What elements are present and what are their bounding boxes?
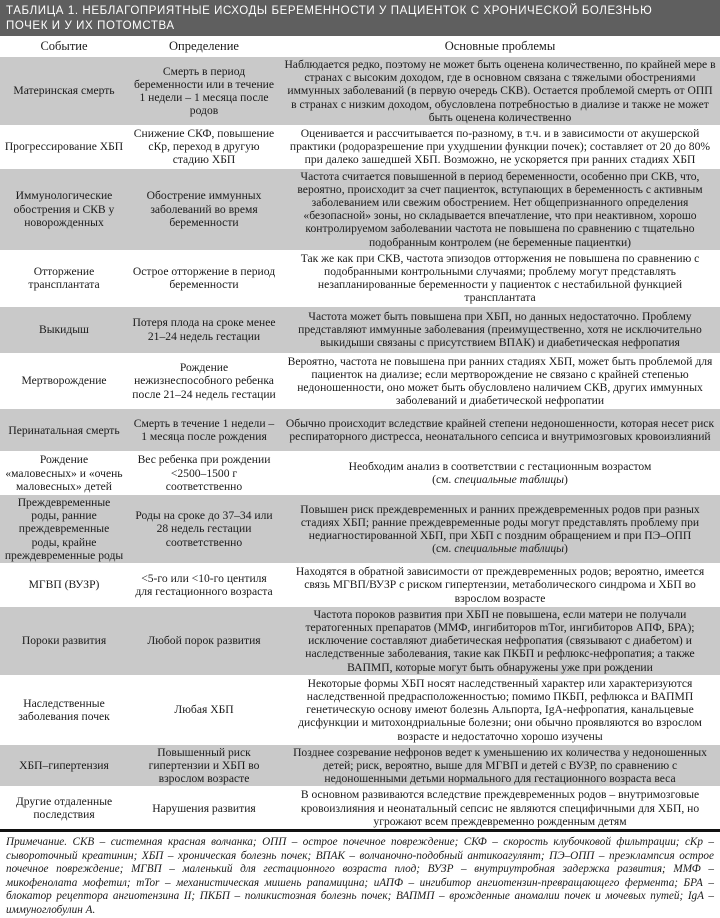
- cell-event: Мертворождение: [0, 353, 128, 409]
- outcomes-table: [0, 36, 720, 832]
- table-row: [0, 606, 720, 675]
- cell-problems: [280, 495, 720, 564]
- cell-event: Пороки развития: [0, 606, 128, 675]
- cell-definition: Обострение иммунных заболеваний во время беременности: [128, 168, 280, 250]
- cell-problems: [280, 744, 720, 787]
- cell-definition: Повышенный риск гипертензии и ХБП во взрослом возрасте: [128, 744, 280, 787]
- cell-definition: Рождение нежизнеспособного ребенка после 21–24 недель гестации: [128, 353, 280, 409]
- problems-text: Частота пороков развития при ХБП не повышена, если матери не получали тератогенных препаратов (ММФ, ингибиторов mTor, ингибиторов АПФ, БРА); исключение составляют диабетическая нефропатия (связывают с диабетом) и наследственные заболевания, такие как ПКБП и рефлюкс-нефропатия; а также ВАПМП, которые могут быть обнаружены уже при рождении: [305, 607, 695, 674]
- cell-problems: [280, 564, 720, 607]
- cell-event: Рождение «маловесных» и «очень маловесных» детей: [0, 452, 128, 495]
- table-row: [0, 564, 720, 607]
- cell-event: Наследственные заболевания почек: [0, 675, 128, 744]
- cell-event: ХБП–гипертензия: [0, 744, 128, 787]
- table-row: [0, 675, 720, 744]
- cell-definition: Смерть в период беременности или в течение 1 недели – 1 месяца после родов: [128, 57, 280, 126]
- problems-text: Частота считается повышенной в период беременности, особенно при СКВ, что, вероятно, происходит за счет пациенток, вступающих в беременность с активным заболеванием или свежим обострением. Нет общепризнанного определения «безопасной» зоны, но складывается впечатление, что при неактивном, хорошо контролируемом заболевании частота не повышена по сравнению с тщательно подобранным контролем (не беременные пациентки): [297, 169, 703, 249]
- cell-event: Преждевременные роды, ранние преждевременные роды, крайне преждевременные роды: [0, 495, 128, 564]
- table-title: [0, 0, 720, 36]
- table-body: [0, 57, 720, 831]
- cell-event: Прогрессирование ХБП: [0, 126, 128, 169]
- table-row: [0, 353, 720, 409]
- column-header-problems: Основные проблемы: [280, 36, 720, 57]
- cell-definition: Нарушения развития: [128, 787, 280, 831]
- cell-event: Выкидыш: [0, 306, 128, 353]
- table-footnote: Примечание. СКВ – системная красная волчанка; ОПП – острое почечное повреждение; СКФ – скорость клубочковой фильтрации; сКр – сывороточный креатинин; ХБП – хроническая болезнь почек; ВПАК – волчаночно-подобный антикоагулянт; ПЭ–ОПП – преэклампсия острое почечное повреждение; МГВП – маленький для гестационного возраста плод; ВУЗР – внутриутробная задержка развития; ММФ – микофенолата мофетил; mTor – механистическая мишень рапамицина; иАПФ – ингибитор ангиотензин-превращающего фермента; БРА – блокатор рецептора ангиотензина II; ПКБП – поликистозная болезнь почек; ВАПМП – врожденные аномалии почек и мочевых путей; IgA – иммуноглобулин А.: [6, 835, 715, 916]
- cell-definition: <5-го или <10-го центиля для гестационного возраста: [128, 564, 280, 607]
- cell-event: Иммунологические обострения и СКВ у новорожденных: [0, 168, 128, 250]
- problems-text: Так же как при СКВ, частота эпизодов отторжения не повышена по сравнению с подобранными контрольными случаями; проблему могут представлять незапланированные беременности у пациенток с нестабильной функцией трансплантата: [300, 251, 700, 305]
- problems-text: Некоторые формы ХБП носят наследственный характер или характеризуются наследственной предрасположенностью; помимо ПКБП, рефлюкса и ВАПМП генетическую основу имеют болезнь Альпорта, IgA-нефропатия, канальцевые дисфункции и митохондриальные болезни; они обычно проявляются во взрослом возрасте и недостаточно хорошо изучены: [298, 676, 702, 743]
- cell-problems: [280, 452, 720, 495]
- cell-definition: Смерть в течение 1 недели – 1 месяца после рождения: [128, 409, 280, 452]
- column-header-definition: Определение: [128, 36, 280, 57]
- cell-problems: [280, 675, 720, 744]
- cell-definition: Любая ХБП: [128, 675, 280, 744]
- cell-event: Отторжение трансплантата: [0, 250, 128, 306]
- table-row: [0, 787, 720, 831]
- table-row: [0, 744, 720, 787]
- cell-problems: [280, 126, 720, 169]
- ref-prefix: (см.: [432, 542, 455, 556]
- problems-text: Наблюдается редко, поэтому не может быть оценена количественно, по крайней мере в странах с высоким доходом, где в основном связана с тяжелыми обострениями иммунных заболеваний (в первую очередь СКВ). Остается проблемой смерть от ОПП в странах с низким доходом, обусловлена потребностью в диализе и также не может быть оценена количественно: [284, 58, 716, 124]
- cell-problems: [280, 353, 720, 409]
- cell-event: МГВП (ВУЗР): [0, 564, 128, 607]
- cell-problems: [280, 250, 720, 306]
- column-header-event: Событие: [0, 36, 128, 57]
- table-row: [0, 168, 720, 250]
- table-row: [0, 409, 720, 452]
- table-title-line-2: ПОЧЕК И У ИХ ПОТОМСТВА: [6, 20, 175, 32]
- problems-text: Находятся в обратной зависимости от преждевременных родов; вероятно, имеется связь МГВП/ВУЗР с риском гипертензии, метаболического синдрома и ХБП во взрослом возрасте: [295, 565, 705, 605]
- table-row: [0, 452, 720, 495]
- cell-problems: [280, 606, 720, 675]
- table-row: [0, 250, 720, 306]
- ref-prefix: (см.: [432, 473, 455, 487]
- problems-text: Частота может быть повышена при ХБП, но данных недостаточно. Проблему представляют иммунные заболевания (преимущественно, хотя не исключительно выкидыши связаны с присутствием ВПАК) и диабетическая нефропатия: [298, 309, 702, 350]
- cell-definition: Роды на сроке до 37–34 или 28 недель гестации соответственно: [128, 495, 280, 564]
- problems-text: Вероятно, частота не повышена при ранних стадиях ХБП, может быть проблемой для пациенток на диализе; если мертворождение не связано с крайней степенью недоношенности, оно может быть обусловлено наличием СКВ, других иммунных заболеваний и диабетической нефропатии: [287, 354, 713, 408]
- table-row: [0, 57, 720, 126]
- cell-problems: [280, 57, 720, 126]
- cell-definition: Потеря плода на сроке менее 21–24 недель гестации: [128, 306, 280, 353]
- ref-suffix: ): [564, 473, 568, 487]
- cell-problems: [280, 409, 720, 452]
- cell-definition: Любой порок развития: [128, 606, 280, 675]
- problems-text: Необходим анализ в соответствии с гестационным возрастом: [348, 460, 652, 474]
- table-row: [0, 126, 720, 169]
- cell-definition: Острое отторжение в период беременности: [128, 250, 280, 306]
- cell-definition: Вес ребенка при рождении <2500–1500 г соответственно: [128, 452, 280, 495]
- cell-event: Перинатальная смерть: [0, 409, 128, 452]
- cell-problems: [280, 787, 720, 831]
- ref-special-tables: специальные таблицы: [454, 542, 565, 556]
- problems-text: Повышен риск преждевременных и ранних преждевременных родов при разных стадиях ХБП; ранние преждевременные роды могут представлять проблему при недиагностированной ХБП, при ХБП с поздним обращением и при ПЭ–ОПП: [300, 502, 700, 543]
- column-header-row: [0, 36, 720, 57]
- table-row: [0, 306, 720, 353]
- problems-text: В основном развиваются вследствие преждевременных родов – внутримозговые кровоизлияния и неонатальный сепсис не являются специфичными для ХБП, но угрожают всем преждевременно рожденным детям: [300, 788, 700, 828]
- table-title-line-1: ТАБЛИЦА 1. НЕБЛАГОПРИЯТНЫЕ ИСХОДЫ БЕРЕМЕННОСТИ У ПАЦИЕНТОК С ХРОНИЧЕСКОЙ БОЛЕЗНЬЮ: [6, 5, 653, 17]
- ref-suffix: ): [564, 542, 568, 556]
- cell-event: Материнская смерть: [0, 57, 128, 126]
- ref-special-tables: специальные таблицы: [454, 473, 565, 487]
- table-row: [0, 495, 720, 564]
- problems-text: Позднее созревание нефронов ведет к уменьшению их количества у недоношенных детей; риск, вероятно, выше для МГВП и детей с ВУЗР, по сравнению с недоношенными детьми нормального для гестационного возраста веса: [293, 745, 707, 786]
- cell-problems: [280, 306, 720, 353]
- problems-text: Обычно происходит вследствие крайней степени недоношенности, которая несет риск респираторного дистресса, неонатального сепсиса и внутримозговых кровоизлияний: [285, 417, 715, 444]
- cell-problems: [280, 168, 720, 250]
- cell-event: Другие отдаленные последствия: [0, 787, 128, 831]
- cell-definition: Снижение СКФ, повышение сКр, переход в другую стадию ХБП: [128, 126, 280, 169]
- problems-text: Оценивается и рассчитывается по-разному, в т.ч. и в зависимости от акушерской практики (родоразрешение при ухудшении функции почек); составляет от 20 до 80% при далеко зашедшей ХБП. Возможно, не ускоряется при ранних стадиях ХБП: [289, 127, 711, 167]
